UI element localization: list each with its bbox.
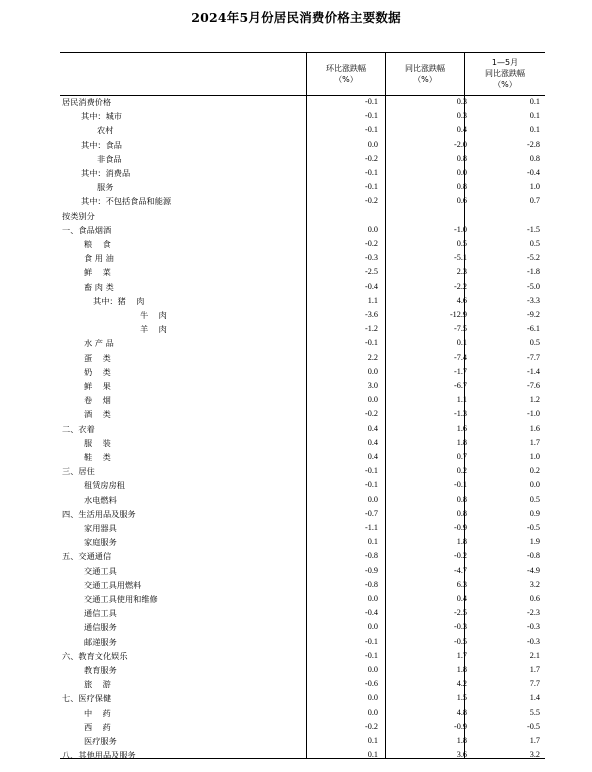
table-row <box>60 393 545 407</box>
table-row <box>60 123 545 137</box>
cell-mom: 0.1 <box>367 736 378 745</box>
table-row <box>60 422 545 436</box>
table-row <box>60 209 545 223</box>
cell-ytd: -3.3 <box>527 295 540 305</box>
cell-ytd: -9.2 <box>527 310 540 319</box>
table-row <box>60 478 545 492</box>
row-label: 通信服务 <box>84 622 117 633</box>
row-label: 家庭服务 <box>84 537 117 548</box>
cell-ytd: -1.4 <box>527 366 540 376</box>
cell-ytd: 0.5 <box>529 338 540 348</box>
cell-mom: 3.0 <box>367 381 378 390</box>
cell-yoy: 0.3 <box>456 111 467 121</box>
header-mom <box>307 52 385 95</box>
cell-yoy: 2.3 <box>456 267 467 277</box>
cell-ytd: -0.4 <box>527 168 540 177</box>
cell-yoy: -6.7 <box>454 381 467 390</box>
table-row <box>60 265 545 279</box>
table-row <box>60 407 545 421</box>
cell-mom: 0.1 <box>367 750 378 760</box>
table-row <box>60 180 545 194</box>
row-label: 其中：城市 <box>81 111 122 122</box>
cell-mom: -0.1 <box>365 125 378 135</box>
table-row <box>60 251 545 265</box>
row-label: 七、医疗保健 <box>62 693 112 704</box>
cell-mom: -0.1 <box>365 338 378 348</box>
cell-mom: 2.2 <box>367 352 378 362</box>
cell-mom: -0.1 <box>365 636 378 646</box>
cell-ytd: 7.7 <box>529 679 540 689</box>
row-label: 其中：不包括食品和能源 <box>81 196 172 207</box>
table-row <box>60 493 545 507</box>
cell-mom: 0.0 <box>367 395 378 405</box>
cell-ytd: 3.2 <box>529 579 540 589</box>
cell-yoy: 0.5 <box>456 239 467 248</box>
table-row <box>60 294 545 308</box>
cell-yoy: -2.0 <box>454 139 467 149</box>
cell-yoy: 1.7 <box>456 650 467 660</box>
table-row <box>60 734 545 748</box>
cell-mom: -0.1 <box>365 182 378 192</box>
cell-ytd: -0.5 <box>527 721 540 731</box>
cell-ytd: -7.7 <box>527 352 540 362</box>
cell-yoy: -1.7 <box>454 366 467 376</box>
cell-yoy: -0.3 <box>454 622 467 632</box>
cell-yoy: -0.1 <box>454 480 467 490</box>
table-row <box>60 280 545 294</box>
cell-mom: -0.1 <box>365 480 378 490</box>
cell-yoy: 1.1 <box>456 395 467 405</box>
cell-mom: 0.0 <box>367 693 378 703</box>
cell-yoy: -1.3 <box>454 409 467 419</box>
cell-ytd: 0.1 <box>529 125 540 135</box>
row-label: 食 用 油 <box>84 253 114 264</box>
row-label: 其中：食品 <box>81 139 122 150</box>
table-row <box>60 677 545 691</box>
cell-ytd: -6.1 <box>527 324 540 334</box>
cell-ytd: -4.9 <box>527 565 540 575</box>
cell-ytd: 1.4 <box>529 693 540 703</box>
cell-mom: 0.0 <box>367 224 378 234</box>
cell-ytd: 0.7 <box>529 196 540 206</box>
table-row <box>60 152 545 166</box>
cell-ytd: 0.9 <box>529 508 540 518</box>
table-row <box>60 194 545 208</box>
cell-ytd: 0.1 <box>529 97 540 106</box>
cell-ytd: 0.8 <box>529 153 540 163</box>
cell-yoy: 1.8 <box>456 537 467 547</box>
cell-mom: -0.1 <box>365 111 378 121</box>
cell-yoy: -2.2 <box>454 281 467 291</box>
cell-ytd: 0.5 <box>529 239 540 248</box>
header-ytd-line1: 1—5月 <box>491 58 519 67</box>
cell-mom: 0.4 <box>367 437 378 447</box>
table-row <box>60 450 545 464</box>
cell-yoy: 1.8 <box>456 437 467 447</box>
header-ytd-line3: （%） <box>493 80 517 89</box>
row-label: 奶 类 <box>84 366 111 377</box>
table-row <box>60 436 545 450</box>
cell-mom: -0.8 <box>365 579 378 589</box>
cpi-table <box>60 52 545 759</box>
cell-yoy: -0.5 <box>454 636 467 646</box>
cell-ytd: 1.7 <box>529 665 540 674</box>
table-row <box>60 336 545 350</box>
table-row <box>60 592 545 606</box>
row-label: 服务 <box>97 182 114 193</box>
cell-yoy: 0.1 <box>456 338 467 348</box>
cell-ytd: -0.5 <box>527 523 540 532</box>
cell-yoy: 3.6 <box>456 750 467 760</box>
row-label: 卷 烟 <box>84 395 111 406</box>
row-label: 租赁房房租 <box>84 480 125 491</box>
cell-ytd: -1.8 <box>527 267 540 277</box>
cell-ytd: -2.8 <box>527 139 540 149</box>
table-row <box>60 635 545 649</box>
cell-ytd: 2.1 <box>529 650 540 660</box>
cell-ytd: 1.6 <box>529 423 540 433</box>
table-row <box>60 663 545 677</box>
cell-mom: -0.4 <box>365 608 378 618</box>
table-row <box>60 691 545 705</box>
row-label: 交通工具用燃料 <box>84 579 142 590</box>
table-row <box>60 308 545 322</box>
cell-yoy: -7.4 <box>454 352 467 362</box>
row-label: 鞋 类 <box>84 452 111 462</box>
cell-mom: 1.1 <box>367 295 378 305</box>
cell-mom: -0.2 <box>365 153 378 163</box>
cell-yoy: 0.3 <box>456 97 467 106</box>
cell-yoy: -7.5 <box>454 324 467 334</box>
cell-mom: 0.0 <box>367 665 378 674</box>
cell-yoy: -0.9 <box>454 523 467 532</box>
cell-mom: 0.0 <box>367 139 378 149</box>
table-row <box>60 521 545 535</box>
cell-ytd: 0.1 <box>529 111 540 121</box>
cell-mom: -0.2 <box>365 196 378 206</box>
row-label: 酒 类 <box>84 409 111 420</box>
row-label: 五、交通通信 <box>62 551 112 562</box>
cell-mom: -0.8 <box>365 551 378 561</box>
table-row <box>60 535 545 549</box>
row-label: 二、衣着 <box>62 423 95 434</box>
cell-yoy: 0.6 <box>456 196 467 206</box>
header-yoy-line1: 同比涨跌幅 <box>405 63 445 73</box>
table-row <box>60 620 545 634</box>
cell-ytd: 0.6 <box>529 594 540 603</box>
cell-mom: 0.4 <box>367 452 378 461</box>
cell-ytd: 3.2 <box>529 750 540 760</box>
cell-mom: -0.1 <box>365 466 378 476</box>
table-row <box>60 720 545 734</box>
cell-ytd: 1.0 <box>529 452 540 461</box>
header-ytd <box>465 52 545 95</box>
cell-yoy: 0.4 <box>456 125 467 135</box>
cell-yoy: 0.8 <box>456 494 467 504</box>
table-row <box>60 649 545 663</box>
cell-yoy: -0.9 <box>454 721 467 731</box>
table-row <box>60 464 545 478</box>
page-title: 2024年5月份居民消费价格主要数据 <box>191 10 401 25</box>
cell-mom: -0.7 <box>365 508 378 518</box>
cell-ytd: 5.5 <box>529 707 540 717</box>
cell-mom: -0.1 <box>365 650 378 660</box>
cell-ytd: 0.5 <box>529 494 540 504</box>
table-row <box>60 322 545 336</box>
row-label: 牛 肉 <box>140 310 167 320</box>
cell-mom: -0.1 <box>365 168 378 177</box>
cell-yoy: 0.0 <box>456 168 467 177</box>
cell-mom: 0.4 <box>367 423 378 433</box>
header-mom-line1: 环比涨跌幅 <box>326 63 366 73</box>
cell-yoy: 0.8 <box>456 182 467 192</box>
row-label: 八、其他用品及服务 <box>62 750 136 761</box>
row-label: 邮递服务 <box>84 636 117 647</box>
row-label: 蛋 类 <box>84 352 111 363</box>
row-label: 居民消费价格 <box>62 97 112 107</box>
row-label: 其中：消费品 <box>81 168 131 178</box>
row-label: 家用器具 <box>84 523 117 533</box>
row-label: 水电燃料 <box>84 494 117 505</box>
row-label: 交通工具 <box>84 565 117 576</box>
cell-ytd: 0.0 <box>529 480 540 490</box>
cell-yoy: -2.5 <box>454 608 467 618</box>
row-label: 农村 <box>97 125 114 136</box>
cell-ytd: -2.3 <box>527 608 540 618</box>
cell-yoy: -12.9 <box>449 310 467 319</box>
cell-yoy: 0.8 <box>456 508 467 518</box>
row-label: 交通工具使用和维修 <box>84 594 158 604</box>
row-label: 教育服务 <box>84 665 117 675</box>
cell-ytd: -0.8 <box>527 551 540 561</box>
cell-mom: -0.2 <box>365 721 378 731</box>
row-label: 旅 游 <box>84 679 111 690</box>
cell-yoy: -5.1 <box>454 253 467 263</box>
header-mom-line2: （%） <box>334 74 358 84</box>
table-row <box>60 166 545 180</box>
row-label: 羊 肉 <box>140 324 167 335</box>
cell-mom: -3.6 <box>365 310 378 319</box>
cell-mom: 0.0 <box>367 622 378 632</box>
table-row <box>60 351 545 365</box>
row-label: 医疗服务 <box>84 736 117 746</box>
cell-yoy: 0.7 <box>456 452 467 461</box>
table-row <box>60 138 545 152</box>
cell-ytd: -1.5 <box>527 224 540 234</box>
table-row <box>60 748 545 762</box>
table-row <box>60 706 545 720</box>
cell-ytd: -1.0 <box>527 409 540 419</box>
header-ytd-line2: 同比涨跌幅 <box>485 69 525 78</box>
row-label: 中 药 <box>84 707 111 718</box>
table-row <box>60 223 545 237</box>
table-row <box>60 606 545 620</box>
row-label: 三、居住 <box>62 466 95 477</box>
cell-mom: -0.1 <box>365 97 378 106</box>
cell-mom: -2.5 <box>365 267 378 277</box>
cell-mom: -1.2 <box>365 324 378 334</box>
cell-ytd: 1.7 <box>529 736 540 745</box>
cell-mom: 0.0 <box>367 366 378 376</box>
cell-ytd: 1.7 <box>529 437 540 447</box>
cell-yoy: -0.2 <box>454 551 467 561</box>
table-row <box>60 379 545 393</box>
cell-ytd: -5.0 <box>527 281 540 291</box>
cell-yoy: 1.8 <box>456 665 467 674</box>
cell-mom: 0.0 <box>367 594 378 603</box>
cell-yoy: 1.5 <box>456 693 467 703</box>
table-row <box>60 507 545 521</box>
cell-ytd: -5.2 <box>527 253 540 263</box>
table-row <box>60 237 545 251</box>
cell-yoy: 4.2 <box>456 679 467 689</box>
table-row <box>60 365 545 379</box>
cell-mom: -0.3 <box>365 253 378 263</box>
cell-mom: 0.0 <box>367 494 378 504</box>
row-label: 其中：猪 肉 <box>93 295 145 306</box>
row-label: 六、教育文化娱乐 <box>62 650 128 661</box>
row-label: 鲜 果 <box>84 381 111 391</box>
cell-mom: 0.0 <box>367 707 378 717</box>
row-label: 粮 食 <box>84 239 111 249</box>
row-label: 畜 肉 类 <box>84 281 114 292</box>
cell-yoy: 0.4 <box>456 594 467 603</box>
cell-ytd: 1.9 <box>529 537 540 547</box>
cell-ytd: 1.2 <box>529 395 540 405</box>
cell-ytd: 1.0 <box>529 182 540 192</box>
cell-yoy: 1.8 <box>456 736 467 745</box>
header-yoy <box>386 52 464 95</box>
cell-mom: 0.1 <box>367 537 378 547</box>
row-label: 服 装 <box>84 437 111 448</box>
header-yoy-line2: （%） <box>413 74 437 84</box>
cell-mom: -0.2 <box>365 239 378 248</box>
cell-ytd: -7.6 <box>527 381 540 390</box>
row-label: 鲜 菜 <box>84 267 111 278</box>
row-label: 按类别分 <box>62 210 95 221</box>
table-row <box>60 109 545 123</box>
cell-ytd: -0.3 <box>527 636 540 646</box>
cell-mom: -0.6 <box>365 679 378 689</box>
table-row <box>60 549 545 563</box>
row-label: 水 产 品 <box>84 338 114 349</box>
cell-mom: -0.2 <box>365 409 378 419</box>
row-label: 四、生活用品及服务 <box>62 508 136 519</box>
table-row <box>60 578 545 592</box>
cell-yoy: 4.8 <box>456 707 467 717</box>
cell-ytd: 0.2 <box>529 466 540 476</box>
cell-yoy: 0.8 <box>456 153 467 163</box>
cell-mom: -0.9 <box>365 565 378 575</box>
row-label: 一、食品烟酒 <box>62 224 112 235</box>
cell-yoy: 1.6 <box>456 423 467 433</box>
table-row <box>60 564 545 578</box>
cell-mom: -0.4 <box>365 281 378 291</box>
cell-yoy: -4.7 <box>454 565 467 575</box>
row-label: 通信工具 <box>84 608 117 619</box>
row-label: 非食品 <box>97 153 122 164</box>
table-row <box>60 95 545 109</box>
cell-yoy: -1.0 <box>454 224 467 234</box>
row-label: 西 药 <box>84 721 111 732</box>
cell-yoy: 6.3 <box>456 579 467 589</box>
cell-yoy: 4.6 <box>456 295 467 305</box>
cell-mom: -1.1 <box>365 523 378 532</box>
cell-yoy: 0.2 <box>456 466 467 476</box>
cell-ytd: -0.3 <box>527 622 540 632</box>
